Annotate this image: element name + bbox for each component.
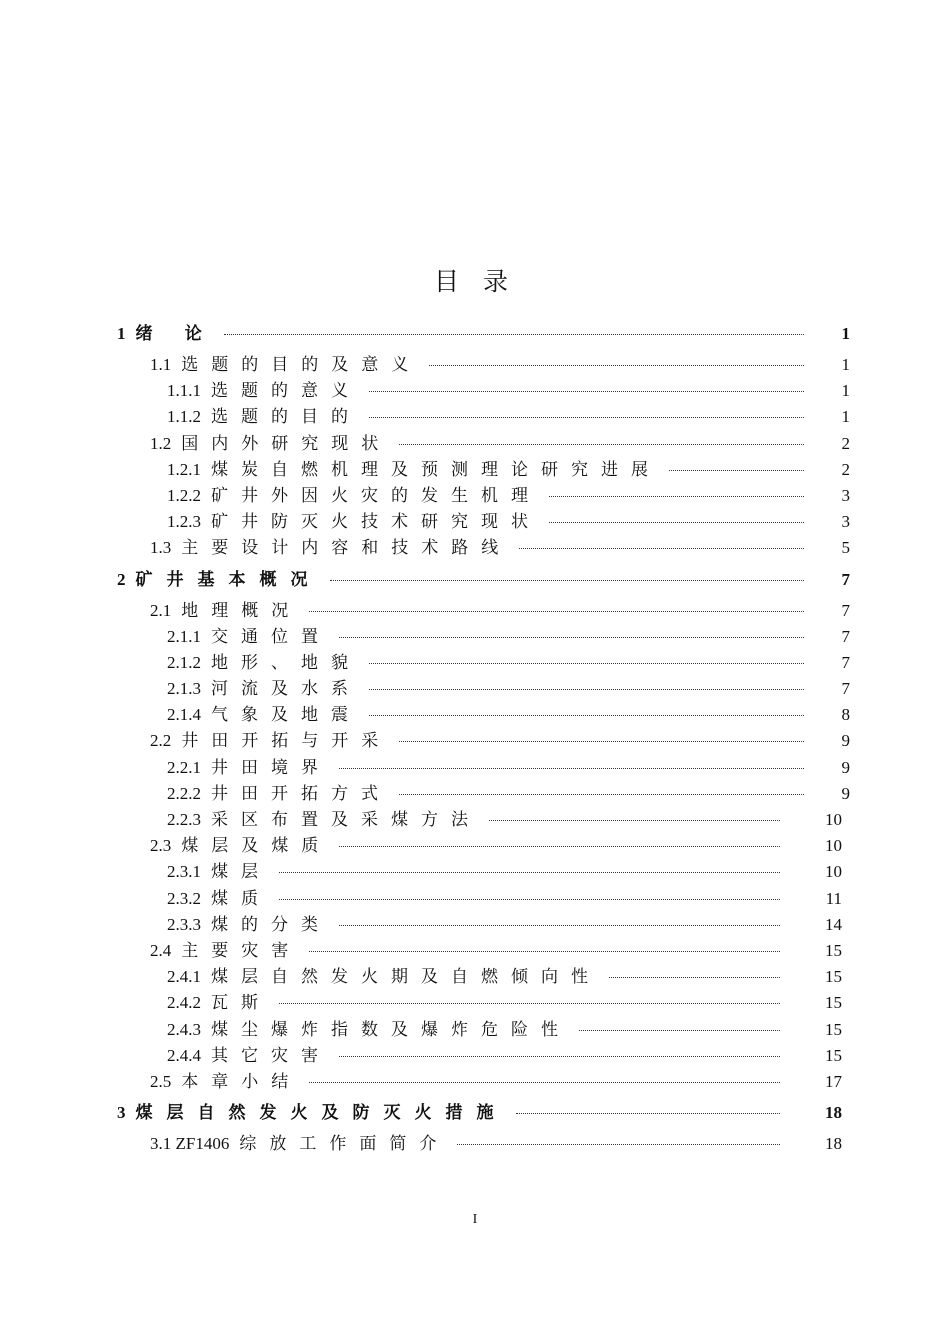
toc-entry-title: 本章小结 xyxy=(181,1071,302,1091)
toc-entry-title: 煤的分类 xyxy=(211,914,331,934)
toc-entry[interactable] xyxy=(0,755,950,781)
toc-entry-number: 2.4.2 xyxy=(167,993,201,1013)
toc-entry-number: 2.1.4 xyxy=(167,705,201,725)
toc-entry-page: 9 xyxy=(841,731,850,751)
dot-leader xyxy=(369,662,804,664)
toc-entry-page: 17 xyxy=(825,1071,842,1091)
toc-entry-number: 1.3 xyxy=(150,538,172,558)
toc-entry[interactable] xyxy=(0,404,950,430)
toc-entry-page: 5 xyxy=(841,538,850,558)
toc-entry-title: 地理概况 xyxy=(181,600,302,620)
toc-entry-title: 矿井防灭火技术研究现状 xyxy=(211,512,541,532)
toc-entry-number: 2.1.1 xyxy=(167,626,201,646)
toc-entry-number: 1 xyxy=(117,324,126,343)
toc-entry-title: 选题的目的及意义 xyxy=(181,355,422,374)
toc-entry[interactable] xyxy=(0,509,950,535)
dot-leader xyxy=(339,767,804,769)
toc-entry[interactable] xyxy=(0,781,950,807)
toc-entry-title: 煤质 xyxy=(211,888,271,908)
toc-entry[interactable] xyxy=(0,990,950,1016)
toc-entry-title: 主要灾害 xyxy=(181,940,302,960)
toc-entry-title: 煤层自然发火期及自燃倾向性 xyxy=(211,967,601,987)
toc-entry[interactable] xyxy=(0,886,950,912)
toc-entry-page: 8 xyxy=(841,705,850,725)
toc-entry-number: 1.1.1 xyxy=(167,381,201,401)
toc-entry-title: 国内外研究现状 xyxy=(181,433,392,453)
toc-entry-number: 2.3.3 xyxy=(167,914,201,934)
toc-entry-page: 1 xyxy=(841,381,850,401)
toc-entry[interactable] xyxy=(0,1131,950,1157)
toc-entry[interactable] xyxy=(0,964,950,990)
toc-entry-page: 2 xyxy=(841,459,850,479)
toc-entry[interactable] xyxy=(0,431,950,457)
toc-entry-title: 煤炭自燃机理及预测理论研究进展 xyxy=(211,459,661,479)
toc-entry-number: 2.3 xyxy=(150,836,172,856)
toc-entry-number: 1.2 xyxy=(150,433,172,453)
dot-leader xyxy=(369,714,804,716)
dot-leader xyxy=(549,495,804,497)
toc-entry-number: 2.1.3 xyxy=(167,679,201,699)
toc-entry-page: 18 xyxy=(825,1103,842,1123)
dot-leader xyxy=(399,793,804,795)
toc-entry-page: 9 xyxy=(841,783,850,803)
toc-entry-title: 交通位置 xyxy=(211,626,331,646)
toc-entry-number: 2 xyxy=(117,569,126,589)
dot-leader xyxy=(279,1002,780,1004)
toc-entry-number: 1.2.1 xyxy=(167,459,201,479)
toc-entry-page: 10 xyxy=(825,862,842,882)
toc-entry[interactable] xyxy=(0,598,950,624)
toc-entry-number: 2.2 xyxy=(150,731,172,751)
toc-entry-page: 1 xyxy=(841,355,850,374)
page-number: I xyxy=(472,1212,478,1227)
toc-entry-number: 1.2.2 xyxy=(167,485,201,505)
toc-entry-number: 2.5 xyxy=(150,1071,172,1091)
dot-leader xyxy=(309,1081,780,1083)
dot-leader xyxy=(549,521,804,523)
dot-leader xyxy=(369,416,804,418)
toc-entry-page: 7 xyxy=(841,679,850,699)
toc-entry[interactable] xyxy=(0,624,950,650)
toc-entry-title: 选题的意义 xyxy=(211,381,361,401)
toc-entry[interactable] xyxy=(0,912,950,938)
toc-entry-title: 井田境界 xyxy=(211,757,331,777)
dot-leader xyxy=(279,898,780,900)
toc-entry[interactable] xyxy=(0,938,950,964)
toc-entry-number: 1.1.2 xyxy=(167,407,201,427)
toc-entry[interactable] xyxy=(0,483,950,509)
toc-entry-number: 1.1 xyxy=(150,355,172,374)
toc-entry[interactable] xyxy=(0,807,950,833)
dot-leader xyxy=(309,950,780,952)
toc-entry-number: 2.1.2 xyxy=(167,652,201,672)
toc-entry-number: 2.2.1 xyxy=(167,757,201,777)
dot-leader xyxy=(399,443,804,445)
toc-entry-page: 10 xyxy=(825,836,842,856)
toc-entry-title: 选题的目的 xyxy=(211,407,361,427)
dot-leader xyxy=(489,819,780,821)
toc-entry-title: 井田开拓与开采 xyxy=(181,731,392,751)
toc-entry-page: 2 xyxy=(841,433,850,453)
toc-entry-number: 2.3.2 xyxy=(167,888,201,908)
toc-entry-page: 10 xyxy=(825,810,842,829)
toc-entry-number: 2.4.4 xyxy=(167,1045,201,1065)
toc-entry-title: 气象及地震 xyxy=(211,705,361,725)
toc-entry-page: 15 xyxy=(825,993,842,1013)
toc-entry-number: 2.1 xyxy=(150,600,172,620)
dot-leader xyxy=(669,469,804,471)
toc-entry-number: 3.1 ZF1406 xyxy=(150,1134,230,1154)
toc-entry-title: 绪 论 xyxy=(135,324,216,343)
toc-entry-page: 1 xyxy=(841,407,850,427)
toc-entry-title: 煤尘爆炸指数及爆炸危险性 xyxy=(211,1019,571,1039)
dot-leader xyxy=(339,845,780,847)
dot-leader xyxy=(224,333,804,335)
dot-leader xyxy=(457,1143,780,1145)
toc-entry-title: 地形、地貌 xyxy=(211,652,361,672)
toc-entry[interactable] xyxy=(0,535,950,561)
toc-entry-title: 矿井基本概况 xyxy=(135,569,322,589)
toc-entry-page: 1 xyxy=(841,324,850,343)
toc-entry-page: 9 xyxy=(841,757,850,777)
toc-entry[interactable] xyxy=(0,378,950,404)
toc-entry-page: 7 xyxy=(841,652,850,672)
toc-entry[interactable] xyxy=(0,316,950,352)
page-title: 目 录 xyxy=(434,267,516,296)
table-of-contents xyxy=(0,316,950,1157)
toc-entry-number: 2.2.2 xyxy=(167,783,201,803)
toc-entry-page: 14 xyxy=(825,914,842,934)
dot-leader xyxy=(339,1055,780,1057)
toc-entry[interactable] xyxy=(0,676,950,702)
toc-entry-title: 煤层自然发火及防灭火措施 xyxy=(135,1103,508,1123)
toc-entry-number: 2.3.1 xyxy=(167,862,201,882)
toc-entry[interactable] xyxy=(0,1069,950,1095)
toc-entry-title: 主要设计内容和技术路线 xyxy=(181,538,512,558)
toc-entry[interactable] xyxy=(0,457,950,483)
dot-leader xyxy=(579,1029,780,1031)
toc-entry[interactable] xyxy=(0,833,950,859)
toc-entry-number: 2.4.3 xyxy=(167,1019,201,1039)
toc-entry-page: 15 xyxy=(825,1045,842,1065)
dot-leader xyxy=(330,579,805,581)
toc-entry-title: 井田开拓方式 xyxy=(211,783,391,803)
toc-entry-page: 11 xyxy=(825,888,842,908)
dot-leader xyxy=(429,364,804,366)
toc-entry-number: 2.2.3 xyxy=(167,810,201,829)
toc-entry-page: 18 xyxy=(825,1134,842,1154)
toc-entry-title: 河流及水系 xyxy=(211,679,361,699)
dot-leader xyxy=(339,924,780,926)
toc-entry-title: 其它灾害 xyxy=(211,1045,331,1065)
dot-leader xyxy=(399,740,804,742)
toc-entry-title: 煤层 xyxy=(211,862,271,882)
toc-entry-page: 7 xyxy=(841,569,850,589)
toc-entry[interactable] xyxy=(0,352,950,378)
dot-leader xyxy=(309,610,804,612)
toc-entry-number: 2.4.1 xyxy=(167,967,201,987)
toc-entry[interactable] xyxy=(0,1095,950,1131)
toc-entry-page: 15 xyxy=(825,967,842,987)
toc-entry[interactable] xyxy=(0,562,950,598)
toc-entry-title: 采区布置及采煤方法 xyxy=(211,810,481,829)
dot-leader xyxy=(279,871,780,873)
dot-leader xyxy=(369,390,804,392)
toc-entry-page: 15 xyxy=(825,940,842,960)
toc-entry-title: 综放工作面简介 xyxy=(239,1134,450,1154)
toc-entry-title: 瓦斯 xyxy=(211,993,271,1013)
dot-leader xyxy=(519,547,804,549)
dot-leader xyxy=(339,636,804,638)
toc-entry[interactable] xyxy=(0,702,950,728)
toc-entry-page: 7 xyxy=(841,600,850,620)
toc-entry-page: 3 xyxy=(841,512,850,532)
dot-leader xyxy=(516,1112,781,1114)
dot-leader xyxy=(369,688,804,690)
toc-entry-title: 矿井外因火灾的发生机理 xyxy=(211,485,541,505)
toc-entry-page: 3 xyxy=(841,485,850,505)
toc-entry-number: 3 xyxy=(117,1103,126,1123)
toc-entry[interactable] xyxy=(0,728,950,754)
toc-entry-number: 1.2.3 xyxy=(167,512,201,532)
dot-leader xyxy=(609,976,780,978)
toc-entry-page: 15 xyxy=(825,1019,842,1039)
toc-entry-number: 2.4 xyxy=(150,940,172,960)
toc-entry[interactable] xyxy=(0,650,950,676)
toc-entry[interactable] xyxy=(0,1043,950,1069)
toc-entry[interactable] xyxy=(0,859,950,885)
toc-entry-title: 煤层及煤质 xyxy=(181,836,332,856)
toc-entry-page: 7 xyxy=(841,626,850,646)
toc-entry[interactable] xyxy=(0,1017,950,1043)
